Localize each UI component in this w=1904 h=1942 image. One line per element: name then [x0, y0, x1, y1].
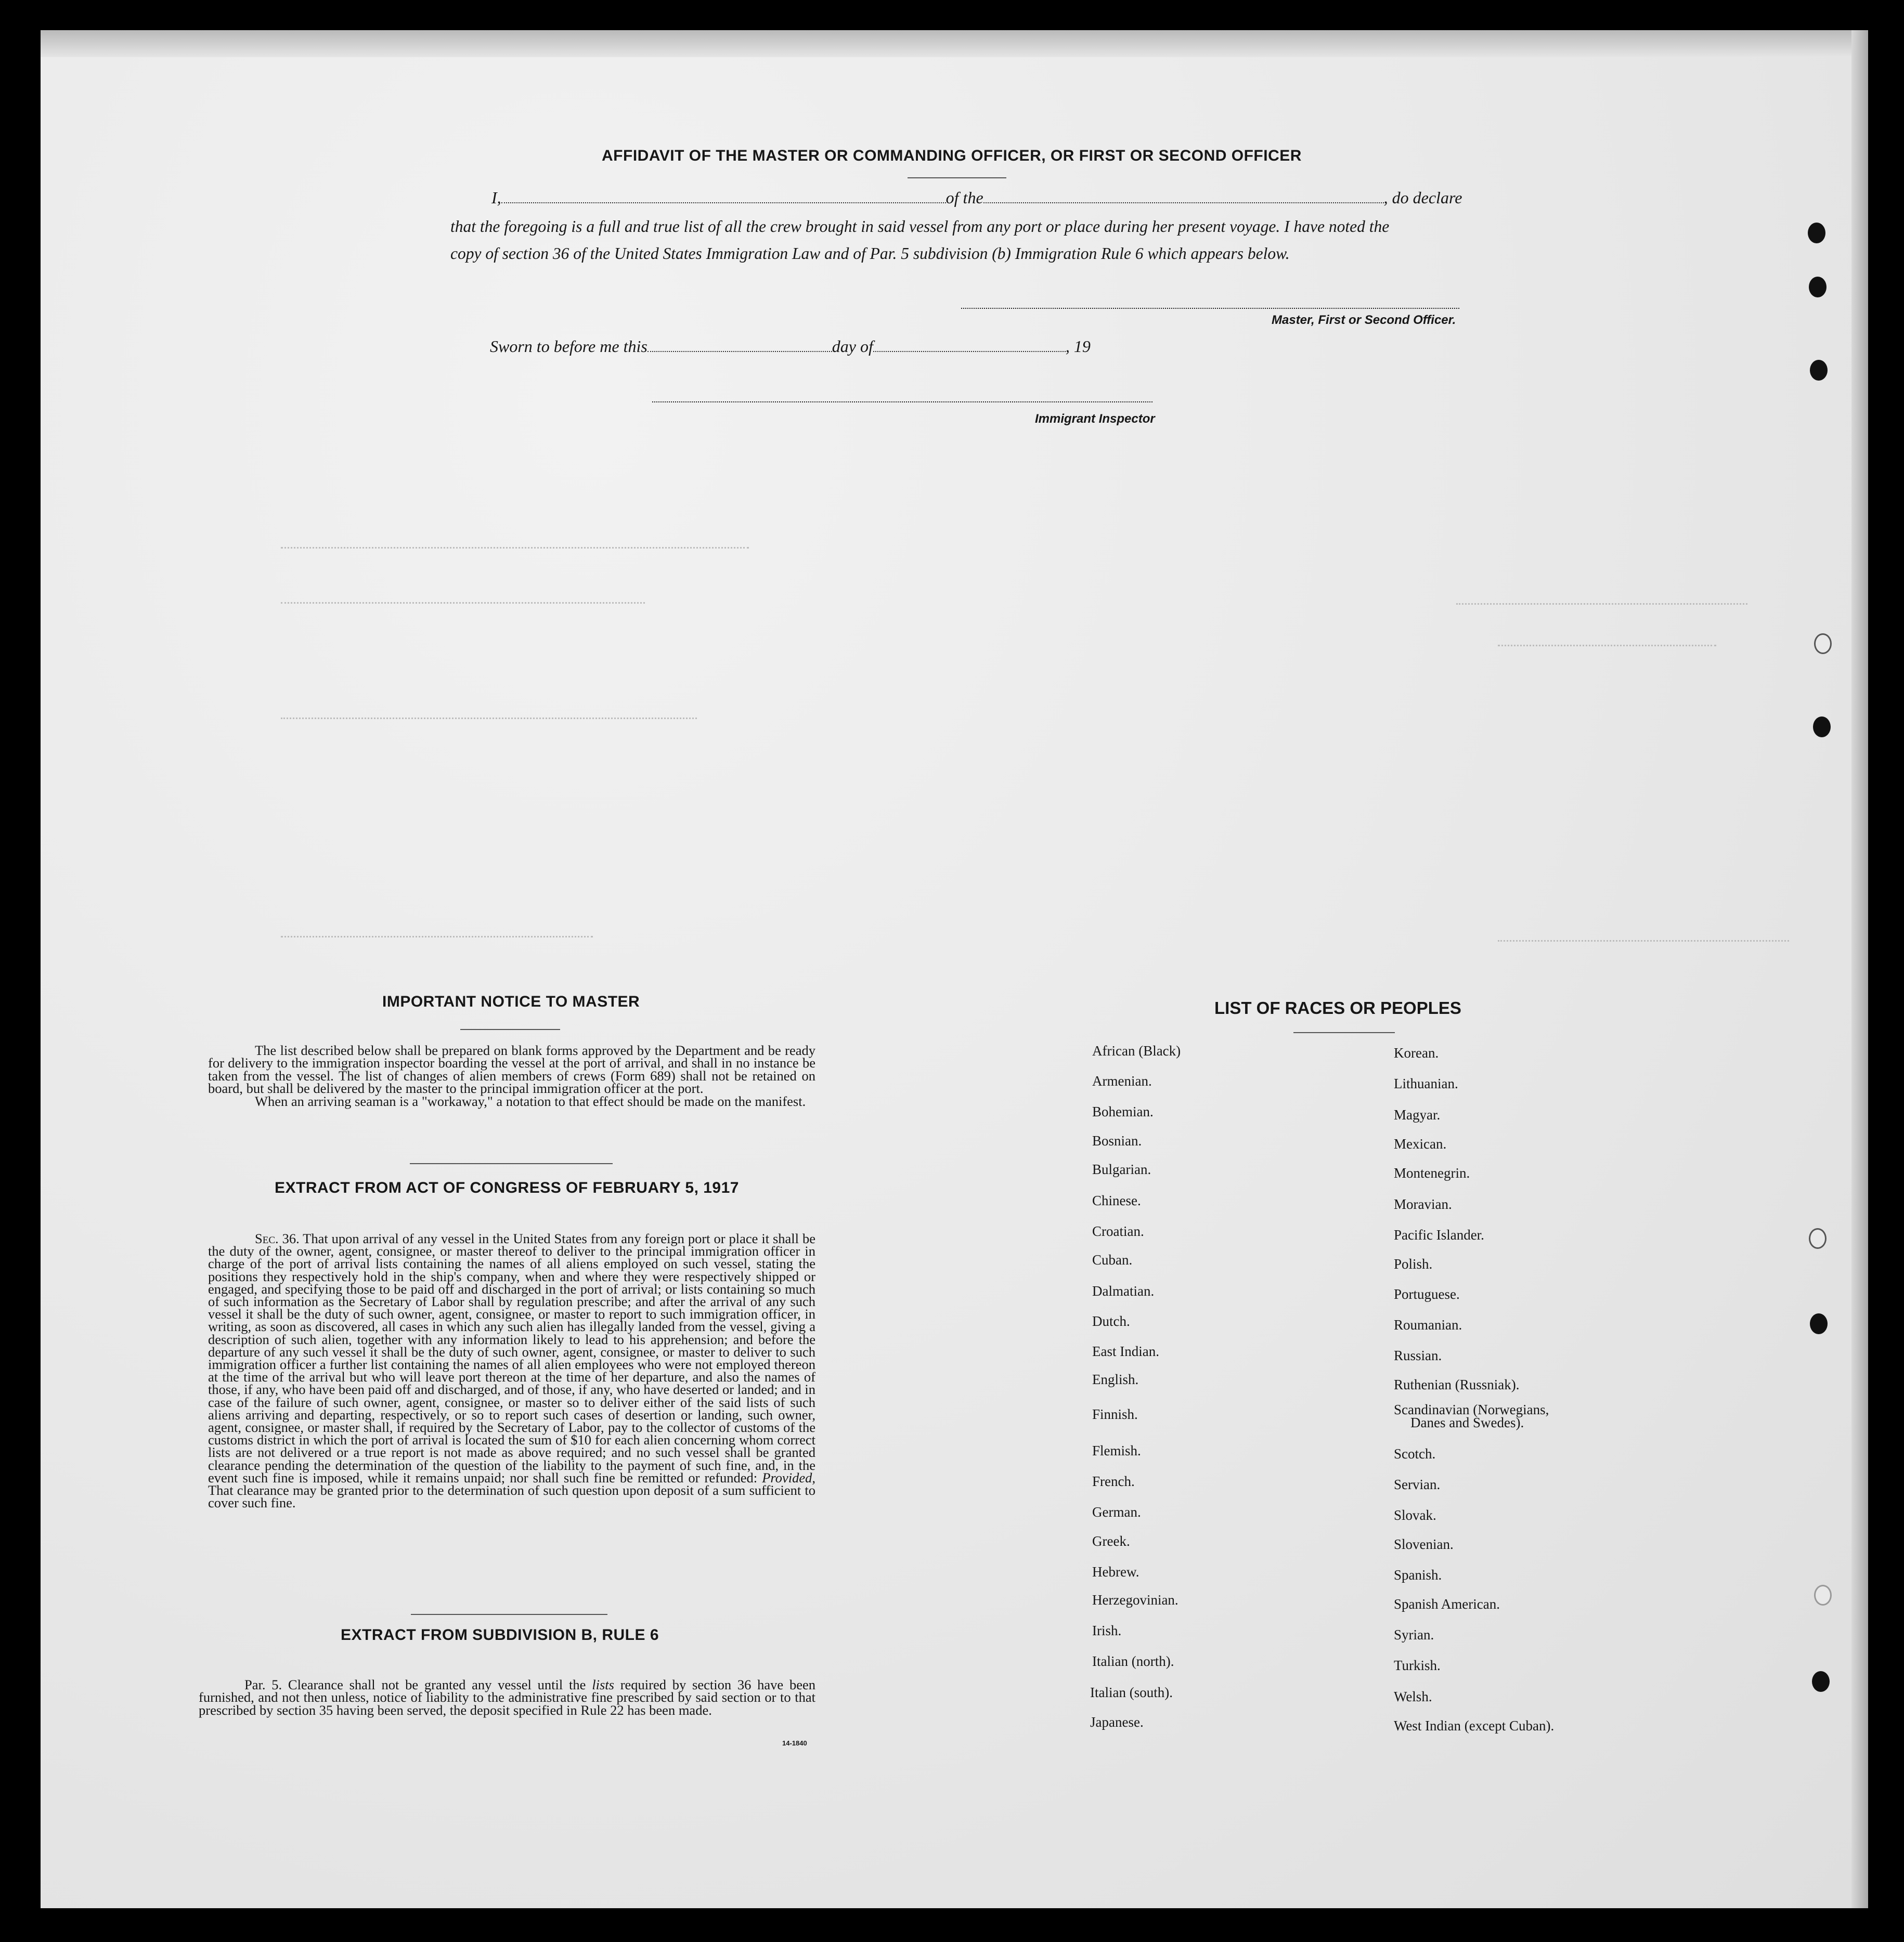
- rule-section-rule: [411, 1614, 607, 1615]
- lists-word: lists: [592, 1677, 614, 1692]
- race-item: Slovenian.: [1394, 1536, 1454, 1552]
- race-item: Bosnian.: [1092, 1133, 1142, 1149]
- race-item: Spanish American.: [1394, 1596, 1500, 1612]
- provided-word: Provided,: [762, 1469, 816, 1485]
- race-item: Cuban.: [1092, 1252, 1133, 1268]
- vessel-field[interactable]: [983, 202, 1384, 203]
- races-rule: [1293, 1032, 1395, 1033]
- act-title: EXTRACT FROM ACT OF CONGRESS OF FEBRUARY 5, 1917: [275, 1179, 739, 1196]
- rule-text: Par. 5. Clearance shall not be granted any vessel until the: [244, 1677, 586, 1692]
- race-item: Russian.: [1394, 1348, 1442, 1363]
- act-text-end: That clearance may be granted prior to the determination of such question upon deposit of a sum sufficient to cover such fine.: [208, 1482, 815, 1511]
- name-field[interactable]: [501, 202, 946, 203]
- act-rule-top: [410, 1163, 613, 1164]
- races-title: LIST OF RACES OR PEOPLES: [1214, 998, 1461, 1018]
- race-item: Armenian.: [1092, 1073, 1152, 1089]
- race-item: Korean.: [1394, 1045, 1439, 1061]
- sec-label: Sec. 36.: [255, 1231, 300, 1246]
- race-item: Finnish.: [1092, 1406, 1138, 1422]
- i-label: I,: [491, 188, 501, 207]
- notice-rule: [460, 1029, 560, 1030]
- title-rule: [908, 177, 1006, 178]
- race-item: Chinese.: [1092, 1193, 1141, 1208]
- race-item: Herzegovinian.: [1092, 1592, 1178, 1608]
- race-item: Dutch.: [1092, 1313, 1130, 1329]
- affidavit-line-1: [491, 188, 1462, 207]
- race-item: Roumanian.: [1394, 1317, 1462, 1333]
- race-item: Greek.: [1092, 1533, 1130, 1549]
- race-item: Syrian.: [1394, 1627, 1434, 1643]
- race-item: Welsh.: [1394, 1689, 1432, 1704]
- race-item: Moravian.: [1394, 1196, 1452, 1212]
- race-item: Ruthenian (Russniak).: [1394, 1377, 1520, 1392]
- race-item: Pacific Islander.: [1394, 1227, 1484, 1243]
- signature-line[interactable]: [961, 308, 1459, 309]
- race-item: East Indian.: [1092, 1344, 1159, 1359]
- act-text: That upon arrival of any vessel in the United States from any foreign port or place it shall be the duty of the owner, agent, consignee, or master thereof to deliver to the principal immigration officer in charge of the port of arrival lists containing the names of all aliens employed on such vessel, stating the positions they respectively hold in the ship's company, when and where they were respectively shipped or engaged, and specifying those to be paid off and discharged in the port of arrival; or lists containing so much of such information as the Secretary of Labor shall by regulation prescribe; and after the arrival of any such vessel it shall be the duty of such owner, agent, consignee, or master to report to such immigration officer, in writing, as soon as discovered, all cases in which any such alien has illegally landed from the vessel, giving a description of such alien, together with any information likely to lead to his apprehension; and before the departure of any such vessel it shall be the duty of such owner, agent, consignee, or master to deliver to such immigration officer a further list containing the names of all alien employees who were not employed thereon at the time of the arrival but who will leave port thereon at the time of her departure, and also the names of those, if any, who have been paid off and discharged, and of those, if any, who have deserted or landed; and in case of the failure of such owner, agent, consignee, or master so to deliver either of the said lists of such aliens arriving and departing, respectively, or so to report such cases of desertion or landing, such owner, agent, consignee, or master shall, if required by the Secretary of Labor, pay to the collector of customs of the customs district in which the port of arrival is located the sum of $10 for each alien concerning whom correct lists are not delivered or a true report is not made as above required; and no such vessel shall be granted clearance pending the determination of the question of the liability to the payment of such fine, and, in the event such fine is imposed, while it remains unpaid; nor shall such fine be remitted or refunded:: [208, 1231, 815, 1485]
- declare-label: , do declare: [1383, 188, 1462, 207]
- race-item: Dalmatian.: [1092, 1283, 1155, 1299]
- race-item: English.: [1092, 1372, 1139, 1387]
- sworn-day-field[interactable]: [647, 351, 832, 352]
- race-item: Magyar.: [1394, 1107, 1441, 1123]
- race-item: Polish.: [1394, 1256, 1433, 1272]
- race-item-continuation: Danes and Swedes).: [1410, 1415, 1524, 1430]
- sworn-month-field[interactable]: [873, 351, 1066, 352]
- sworn-year-label: , 19: [1065, 337, 1091, 356]
- sworn-prefix: Sworn to before me this: [490, 337, 647, 356]
- rule-text-end: required by section 36 have been furnished, and not then unless, notice of liability to the administrative fine prescribed by said section or to that prescribed by section 35 having been served, the deposit specified in Rule 22 has been made.: [199, 1677, 815, 1718]
- race-item: Servian.: [1394, 1477, 1441, 1492]
- page-top-edge: [41, 30, 1867, 57]
- notice-title: IMPORTANT NOTICE TO MASTER: [382, 993, 640, 1010]
- race-item: Scandinavian (Norwegians,: [1394, 1402, 1549, 1417]
- signature-label: Master, First or Second Officer.: [1272, 313, 1456, 327]
- inspector-label: Immigrant Inspector: [1035, 412, 1155, 426]
- race-item: Spanish.: [1394, 1567, 1442, 1583]
- act-body: [208, 1232, 815, 1509]
- race-item: Flemish.: [1092, 1443, 1141, 1458]
- race-item: Scotch.: [1394, 1446, 1436, 1462]
- rule-body: [199, 1678, 815, 1716]
- document-page: [41, 30, 1867, 1908]
- affidavit-line-2: that the foregoing is a full and true list of all the crew brought in said vessel from any port or place during her present voyage. I have noted the: [450, 217, 1390, 236]
- inspector-signature-line[interactable]: [652, 401, 1152, 402]
- race-item: Japanese.: [1090, 1714, 1144, 1730]
- notice-paragraph-1: The list described below shall be prepared on blank forms approved by the Department and be ready for delivery to the immigration inspector boarding the vessel at the port of arrival, and shall in no instance be taken from the vessel. The list of changes of alien members of crews (Form 689) shall not be retained on board, but shall be delivered by the master to the principal immigration officer at the port.: [208, 1042, 815, 1097]
- race-item: Irish.: [1092, 1623, 1122, 1638]
- race-item: Slovak.: [1394, 1507, 1436, 1523]
- page-right-edge: [1851, 30, 1868, 1908]
- of-the-label: of the: [945, 188, 983, 207]
- race-item: Bohemian.: [1092, 1104, 1154, 1119]
- race-item: West Indian (except Cuban).: [1394, 1718, 1555, 1734]
- notice-body: [208, 1044, 815, 1107]
- race-item: African (Black): [1092, 1043, 1181, 1059]
- race-item: Hebrew.: [1092, 1564, 1139, 1580]
- race-item: French.: [1092, 1474, 1135, 1489]
- notice-paragraph-2: When an arriving seaman is a "workaway," a notation to that effect should be made on the manifest.: [255, 1093, 806, 1109]
- form-number: 14-1840: [782, 1739, 807, 1747]
- race-item: Bulgarian.: [1092, 1162, 1151, 1177]
- affidavit-title: AFFIDAVIT OF THE MASTER OR COMMANDING OFFICER, OR FIRST OR SECOND OFFICER: [602, 147, 1302, 164]
- sworn-line: [490, 337, 1091, 356]
- race-item: Mexican.: [1394, 1136, 1447, 1152]
- race-item: Croatian.: [1092, 1223, 1144, 1239]
- rule-title: EXTRACT FROM SUBDIVISION B, RULE 6: [341, 1626, 659, 1644]
- race-item: Portuguese.: [1394, 1286, 1460, 1302]
- race-item: Italian (north).: [1092, 1653, 1174, 1669]
- race-item: Turkish.: [1394, 1658, 1441, 1673]
- race-item: Lithuanian.: [1394, 1076, 1458, 1091]
- race-item: Italian (south).: [1090, 1685, 1173, 1700]
- race-item: Montenegrin.: [1394, 1165, 1470, 1181]
- race-item: German.: [1092, 1504, 1141, 1520]
- affidavit-line-3: copy of section 36 of the United States Immigration Law and of Par. 5 subdivision (b) Immigration Rule 6 which appears below.: [450, 244, 1290, 263]
- day-of-label: day of: [832, 337, 873, 356]
